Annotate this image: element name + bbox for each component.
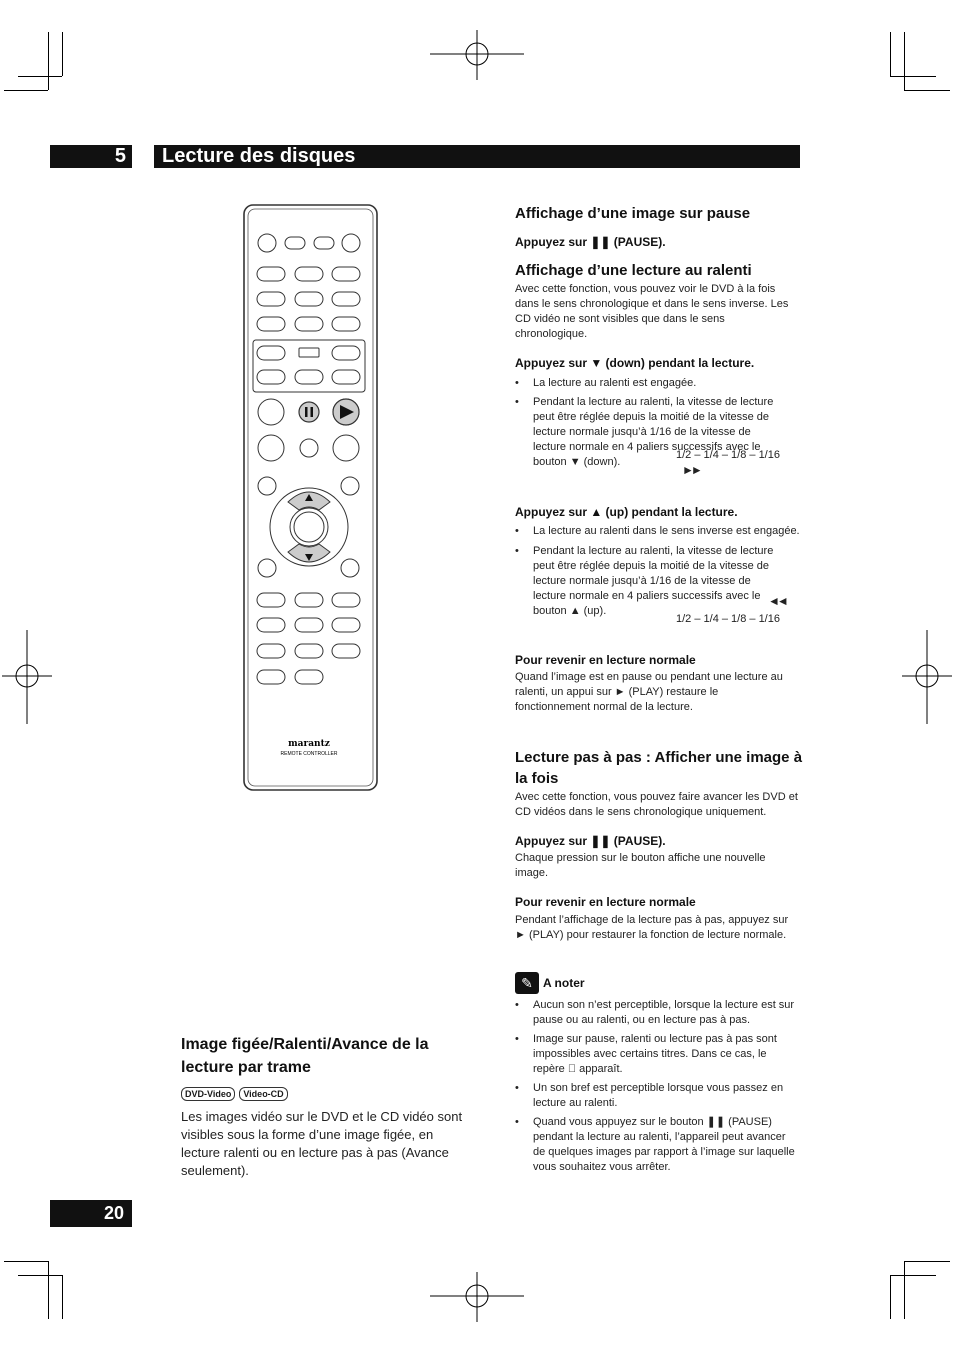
crop-mark [62,1275,63,1319]
section-title-line2: lecture par trame [181,1059,311,1076]
up-step: Appuyez sur ▲ (up) pendant la lecture. [515,505,738,519]
remote-illustration [243,204,378,792]
down-speed-sequence: 1/2 – 1/4 – 1/8 – 1/16 [676,449,780,461]
note-title: A noter [543,976,585,990]
down-bullet-2-text: • Pendant la lecture au ralenti, la vitesse de lecture peut être réglée depuis la moitié de la vitesse de lecture normale jusqu’à 1/16 de la vitesse de lecture normale en 4 paliers successifs avec le bouton ▼ (down). [533,396,774,468]
forward-icon: ►► [682,463,700,477]
pause-step: Appuyez sur ❚❚ (PAUSE). [515,235,666,249]
slow-title: Affichage d’une lecture au ralenti [515,262,752,279]
badge-dvd-video: DVD-Video [181,1087,235,1101]
crop-mark [48,32,49,90]
note-pencil-icon: ✎ [515,972,539,994]
registration-mark-right [902,630,952,724]
up-bullet-2 [515,544,800,619]
crop-mark [4,90,48,91]
crop-mark [18,1275,62,1276]
note-bullet-1: • Aucun son n’est perceptible, lorsque la lecture est sur pause ou au ralenti, ou en lecture pas à pas. [515,998,800,1028]
down-step: Appuyez sur ▼ (down) pendant la lecture. [515,356,755,370]
step-step: Appuyez sur ❚❚ (PAUSE). [515,834,666,848]
note-bullet-2: • Image sur pause, ralenti ou lecture pas à pas sont impossibles avec certains titres. Dans ce cas, le repère ⃠ apparaît. [515,1032,800,1077]
remote-sub: REMOTE CONTROLLER [280,751,338,757]
badge-video-cd: Video-CD [239,1087,287,1101]
step-title-line2: la fois [515,770,559,787]
crop-mark [890,32,891,76]
up-bullet-2-text: • Pendant la lecture au ralenti, la vitesse de lecture peut être réglée depuis la moitié de la vitesse de lecture normale jusqu’à 1/16 de la vitesse de lecture normale en 4 paliers successifs avec le bouton ▲ (up). [533,545,774,617]
registration-mark-top [430,30,524,80]
page-number: 20 [50,1200,132,1227]
crop-mark [904,90,950,91]
return2-title: Pour revenir en lecture normale [515,895,696,909]
crop-mark [904,32,905,90]
remote-brand: marantz [288,739,330,749]
registration-mark-bottom [430,1272,524,1322]
crop-mark [890,1275,891,1319]
note-bullet-4: • Quand vous appuyez sur le bouton ❚❚ (PAUSE) pendant la lecture au ralenti, l’appareil peut avancer de quelques images par rapport à l’image sur laquelle vous souhaitez vous arrêter. [515,1115,800,1175]
return1-body: Quand l’image est en pause ou pendant une lecture au ralenti, un appui sur ► (PLAY) restaure le fonctionnement normal de la lecture. [515,671,783,713]
disc-badges [181,1084,292,1102]
down-bullet-1: • La lecture au ralenti est engagée. [515,376,800,391]
pause-title: Affichage d’une image sur pause [515,205,751,222]
crop-mark [890,76,936,77]
crop-mark [904,1261,950,1262]
up-speed-sequence: 1/2 – 1/4 – 1/8 – 1/16 [676,613,780,625]
crop-mark [890,1275,936,1276]
section-title-line1: Image figée/Ralenti/Avance de la [181,1036,429,1053]
registration-mark-left [2,630,52,724]
step-step-body: Chaque pression sur le bouton affiche une nouvelle image. [515,852,766,879]
section-intro: Les images vidéo sur le DVD et le CD vidéo sont visibles sous la forme d’une image figée, en lecture ralenti ou en lecture pas à pas (Avance seulement). [181,1109,463,1178]
slow-body: Avec cette fonction, vous pouvez voir le DVD à la fois dans le sens chronologique et dans le sens inverse. Les CD vidéo ne sont visibles que dans le sens chronologique. [515,283,789,340]
step-title-line1: Lecture pas à pas : Afficher une image à [515,749,803,766]
reverse-icon: ◄◄ [768,594,786,608]
chapter-number: 5 [50,145,132,168]
return1-title: Pour revenir en lecture normale [515,653,696,667]
crop-mark [48,1261,49,1319]
crop-mark [18,76,62,77]
note-bullet-3: • Un son bref est perceptible lorsque vous passez en lecture au ralenti. [515,1081,800,1111]
return2-body: Pendant l’affichage de la lecture pas à pas, appuyez sur ► (PLAY) pour restaurer la fonction de lecture normale. [515,914,789,941]
up-bullet-1: • La lecture au ralenti dans le sens inverse est engagée. [515,524,800,539]
crop-mark [904,1261,905,1319]
crop-mark [62,32,63,76]
chapter-title: Lecture des disques [154,145,800,168]
crop-mark [4,1261,48,1262]
step-body: Avec cette fonction, vous pouvez faire avancer les DVD et CD vidéos dans le sens chronologique uniquement. [515,791,798,818]
